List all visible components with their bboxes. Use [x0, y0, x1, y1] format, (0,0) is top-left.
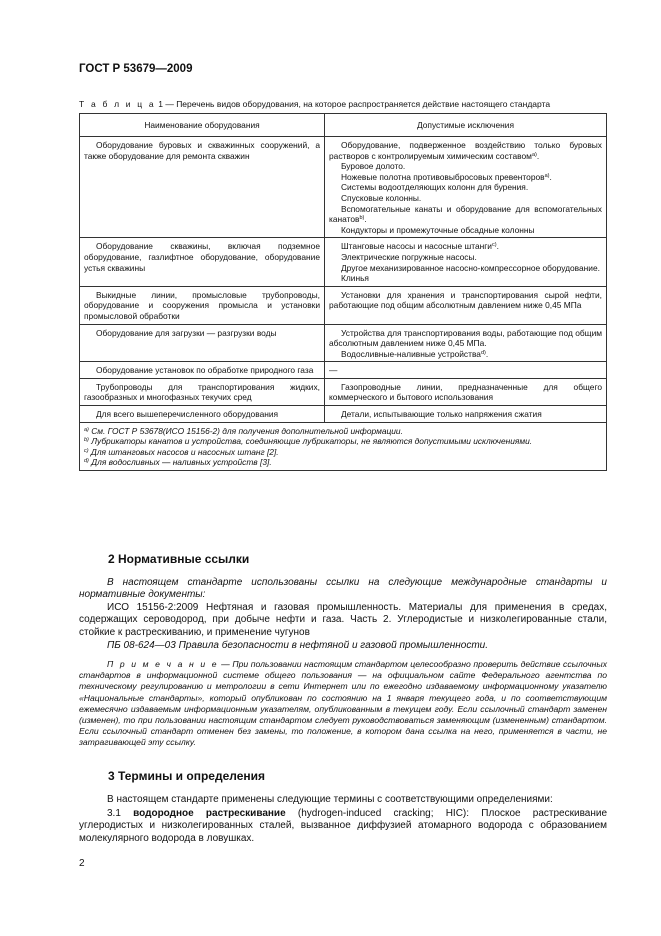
footnote-text: Для водосливных — наливных устройств [3]. [91, 457, 272, 468]
section-2-heading: 2 Нормативные ссылки [108, 552, 250, 566]
table-row [80, 406, 607, 423]
footnote-ref: a) [544, 172, 550, 179]
table-row [80, 238, 607, 286]
exception-text: Системы водоотделяющих колонн для бурения. [341, 182, 529, 193]
table-row [80, 324, 607, 362]
term-definition: (hydrogen-induced cracking; HIC): Плоское растрескивание углеродистых и низколегированных сталей, вызванное диффузией атомарного водорода с образованием молекулярного водорода в ловушках. [79, 808, 608, 844]
table-footnotes [80, 422, 607, 470]
footnote-text: Лубрикаторы канатов и устройства, соединяющие лубрикаторы, не являются допустимыми исключениями. [91, 436, 533, 447]
table-row [80, 362, 607, 379]
section-2-note [79, 659, 607, 749]
exceptions-cell [325, 238, 607, 286]
document-header: ГОСТ Р 53679—2009 [79, 63, 193, 75]
exception-item [329, 161, 602, 172]
table-caption-text: 1 — Перечень видов оборудования, на которое распространяется действие настоящего стандарта [158, 99, 551, 109]
exception-item [329, 172, 602, 183]
exception-item [329, 273, 602, 284]
equipment-cell [80, 378, 325, 405]
equipment-name: Для всего вышеперечисленного оборудования [96, 409, 279, 420]
exception-item [329, 290, 602, 311]
footnote-ref: d) [480, 349, 486, 356]
normative-reference-iso: ИСО 15156-2:2009 Нефтяная и газовая промышленность. Материалы для применения в средах, содержащих сероводород, при добыче нефти и газа. Часть 2. Углеродистые и низколегированные стали, стойкие к растрескиванию, и применение чугунов [79, 602, 607, 638]
exceptions-cell [325, 406, 607, 423]
exceptions-cell [325, 286, 607, 324]
exception-text: Кондукторы и промежуточные обсадные колонны [341, 224, 535, 235]
exceptions-cell [325, 362, 607, 379]
equipment-cell [80, 286, 325, 324]
note-label: П р и м е ч а н и е [107, 659, 219, 669]
footnote-ref: b) [359, 215, 365, 222]
equipment-name: Оборудование установок по обработке природного газа [96, 365, 314, 376]
page-number: 2 [79, 858, 85, 869]
table-row [80, 137, 607, 238]
exception-item [329, 328, 602, 349]
footnotes-row [80, 422, 607, 470]
equipment-cell [80, 324, 325, 362]
table-header-exceptions: Допустимые исключения [325, 114, 607, 137]
exception-text: Другое механизированное насосно-компрессорное оборудование. [341, 262, 600, 273]
exception-text: Устройства для транспортирования воды, работающие под общим абсолютным давлением ниже 0,45 МПа. [329, 327, 602, 349]
footnote-mark: c) [84, 447, 89, 454]
table-row [80, 378, 607, 405]
exception-text: Оборудование, подверженное воздействию только буровых растворов с контролируемым химическим составом [329, 140, 602, 161]
term-number: 3.1 [107, 808, 121, 819]
footnote [84, 426, 602, 437]
footnote-text: См. ГОСТ Р 53678(ИСО 15156-2) для получения дополнительной информации. [91, 425, 403, 436]
footnote [84, 447, 602, 458]
term-name: водородное растрескивание [133, 808, 286, 819]
exception-tail: . [549, 171, 552, 182]
equipment-table [79, 113, 607, 471]
section-2-intro: В настоящем стандарте использованы ссылки на следующие международные стандарты и нормативные документы: [79, 577, 607, 601]
exception-tail: . [364, 214, 367, 225]
exception-tail: . [496, 241, 499, 252]
exception-text: Газопроводные линии, предназначенные для общего коммерческого и бытового использования [329, 381, 602, 403]
exceptions-cell [325, 324, 607, 362]
exception-item [329, 349, 602, 360]
normative-reference-pb: ПБ 08-624—03 Правила безопасности в нефтяной и газовой промышленности. [107, 640, 489, 651]
exception-text: — [329, 365, 338, 376]
table-row [80, 286, 607, 324]
exception-text: Установки для хранения и транспортирования сырой нефти, работающие под общим абсолютным давлением ниже 0,45 МПа [329, 289, 602, 311]
equipment-name: Оборудование скважины, включая подземное оборудование, газлифтное оборудование, оборудование устья скважины [84, 241, 320, 273]
exception-tail: . [536, 150, 540, 161]
equipment-name: Выкидные линии, промысловые трубопроводы, оборудование и сооружения промысла и установки промысловой обработки [84, 289, 320, 321]
exception-item [329, 263, 602, 274]
section-3-intro: В настоящем стандарте применены следующие термины с соответствующими определениями: [107, 794, 553, 805]
footnote-ref: a) [531, 151, 537, 158]
exceptions-cell [325, 137, 607, 238]
exception-item [329, 409, 602, 420]
equipment-cell [80, 362, 325, 379]
equipment-name: Трубопроводы для транспортирования жидких, газообразных и многофазных текучих сред [84, 381, 320, 403]
footnote-ref: c) [491, 242, 497, 249]
exception-text: Водосливные-наливные устройства [341, 348, 481, 359]
footnote-mark: a) [84, 426, 89, 433]
section-3-heading: 3 Термины и определения [108, 769, 266, 783]
exception-text: Штанговые насосы и насосные штанги [341, 241, 492, 252]
footnote [84, 436, 602, 447]
footnote-mark: b) [84, 437, 89, 444]
table-caption-prefix: Т а б л и ц а [79, 99, 156, 109]
term-definition-hic [79, 808, 607, 845]
exception-item [329, 241, 602, 252]
exception-item [329, 204, 602, 225]
exception-text: Клинья [341, 273, 369, 284]
equipment-cell [80, 406, 325, 423]
table-header-equipment: Наименование оборудования [80, 114, 325, 137]
exception-text: Ножевые полотна противовыбросовых превенторов [341, 171, 545, 182]
exception-tail: . [485, 348, 489, 359]
exception-item [329, 140, 602, 161]
exception-item [329, 252, 602, 263]
equipment-cell [80, 238, 325, 286]
equipment-name: Оборудование для загрузки — разгрузки воды [96, 327, 277, 338]
exception-item [329, 182, 602, 193]
exception-text: Буровое долото. [341, 161, 406, 172]
exception-item [329, 365, 602, 376]
footnote-mark: d) [84, 458, 89, 465]
note-text: — При пользовании настоящим стандартом целесообразно проверить действие ссылочных стандартов в информационной системе общего пользования — на официальном сайте Федерального агентства по техническому регулированию и метрологии в сети Интернет или по ежегодно издаваемому информационному указателю «Национальные стандарты», который опубликован по состоянию на 1 января текущего года, и по соответствующим ежемесячно издаваемым информационным указателям, опубликованным в текущем году. Если ссылочный стандарт заменен (изменен), то при пользовании настоящим стандартом следует руководствоваться заменяющим (измененным) стандартом. Если ссылочный стандарт отменен без замены, то положение, в котором дана ссылка на него, применяется в части, не затрагивающей эту ссылку. [79, 659, 608, 748]
exception-text: Вспомогательные канаты и оборудование для вспомогательных канатов [329, 203, 602, 225]
equipment-name: Оборудование буровых и скважинных сооружений, а также оборудование для ремонта скважин [84, 140, 320, 161]
exception-item [329, 225, 602, 236]
exception-text: Спусковые колонны. [341, 192, 422, 203]
equipment-cell [80, 137, 325, 238]
table-caption [79, 99, 550, 109]
exception-text: Электрические погружные насосы. [341, 251, 477, 262]
exceptions-cell [325, 378, 607, 405]
exception-item [329, 382, 602, 403]
footnote-text: Для штанговых насосов и насосных штанг [2]. [90, 446, 279, 457]
footnote [84, 457, 602, 468]
exception-text: Детали, испытывающие только напряжения сжатия [341, 409, 542, 420]
exception-item [329, 193, 602, 204]
